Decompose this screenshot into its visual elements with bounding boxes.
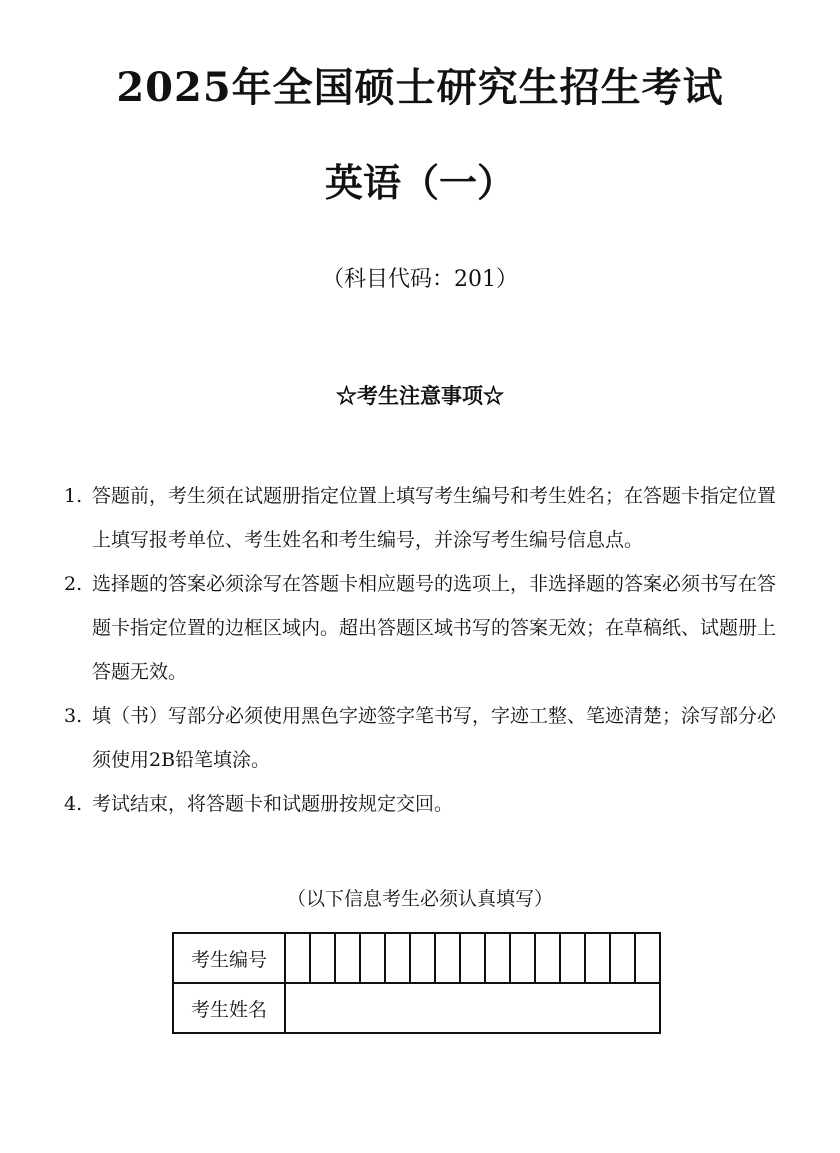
id-digit-box[interactable] [310, 933, 335, 983]
instruction-item [64, 474, 776, 562]
candidate-name-row [173, 983, 660, 1033]
instruction-item [64, 782, 776, 826]
notice-heading: ☆考生注意事项☆ [336, 383, 504, 408]
id-digit-box[interactable] [485, 933, 510, 983]
instruction-number: 1. [64, 485, 83, 507]
id-digit-box[interactable] [560, 933, 585, 983]
instruction-list [64, 474, 776, 826]
id-digit-box[interactable] [460, 933, 485, 983]
exam-subject: 英语（一） [324, 160, 515, 205]
id-digit-box[interactable] [410, 933, 435, 983]
id-digit-box[interactable] [360, 933, 385, 983]
id-digit-box[interactable] [510, 933, 535, 983]
instruction-text: 填（书）写部分必须使用黑色字迹签字笔书写，字迹工整、笔迹清楚；涂写部分必须使用2B铅笔填涂。 [92, 705, 777, 771]
id-digit-box[interactable] [535, 933, 560, 983]
exam-title: 2025年全国硕士研究生招生考试 [116, 64, 724, 111]
fill-in-note: （以下信息考生必须认真填写） [286, 888, 553, 910]
id-digit-box[interactable] [285, 933, 310, 983]
instruction-text: 答题前，考生须在试题册指定位置上填写考生编号和考生姓名；在答题卡指定位置上填写报考单位、考生姓名和考生编号，并涂写考生编号信息点。 [92, 485, 777, 551]
instruction-text: 考试结束，将答题卡和试题册按规定交回。 [92, 793, 454, 815]
candidate-id-label: 考生编号 [173, 933, 285, 983]
id-digit-box[interactable] [335, 933, 360, 983]
instruction-item [64, 562, 776, 694]
instruction-text: 选择题的答案必须涂写在答题卡相应题号的选项上，非选择题的答案必须书写在答题卡指定位置的边框区域内。超出答题区域书写的答案无效；在草稿纸、试题册上答题无效。 [92, 573, 777, 683]
instruction-item [64, 694, 776, 782]
candidate-name-label: 考生姓名 [173, 983, 285, 1033]
instruction-number: 2. [64, 573, 83, 595]
instruction-number: 4. [64, 793, 83, 815]
subject-code: （科目代码：201） [322, 267, 518, 292]
candidate-info-table [172, 932, 661, 1034]
instruction-number: 3. [64, 705, 83, 727]
id-digit-box[interactable] [385, 933, 410, 983]
candidate-name-field[interactable] [285, 983, 660, 1033]
id-digit-box[interactable] [610, 933, 635, 983]
id-digit-box[interactable] [635, 933, 660, 983]
candidate-id-row [173, 933, 660, 983]
id-digit-box[interactable] [435, 933, 460, 983]
id-digit-box[interactable] [585, 933, 610, 983]
